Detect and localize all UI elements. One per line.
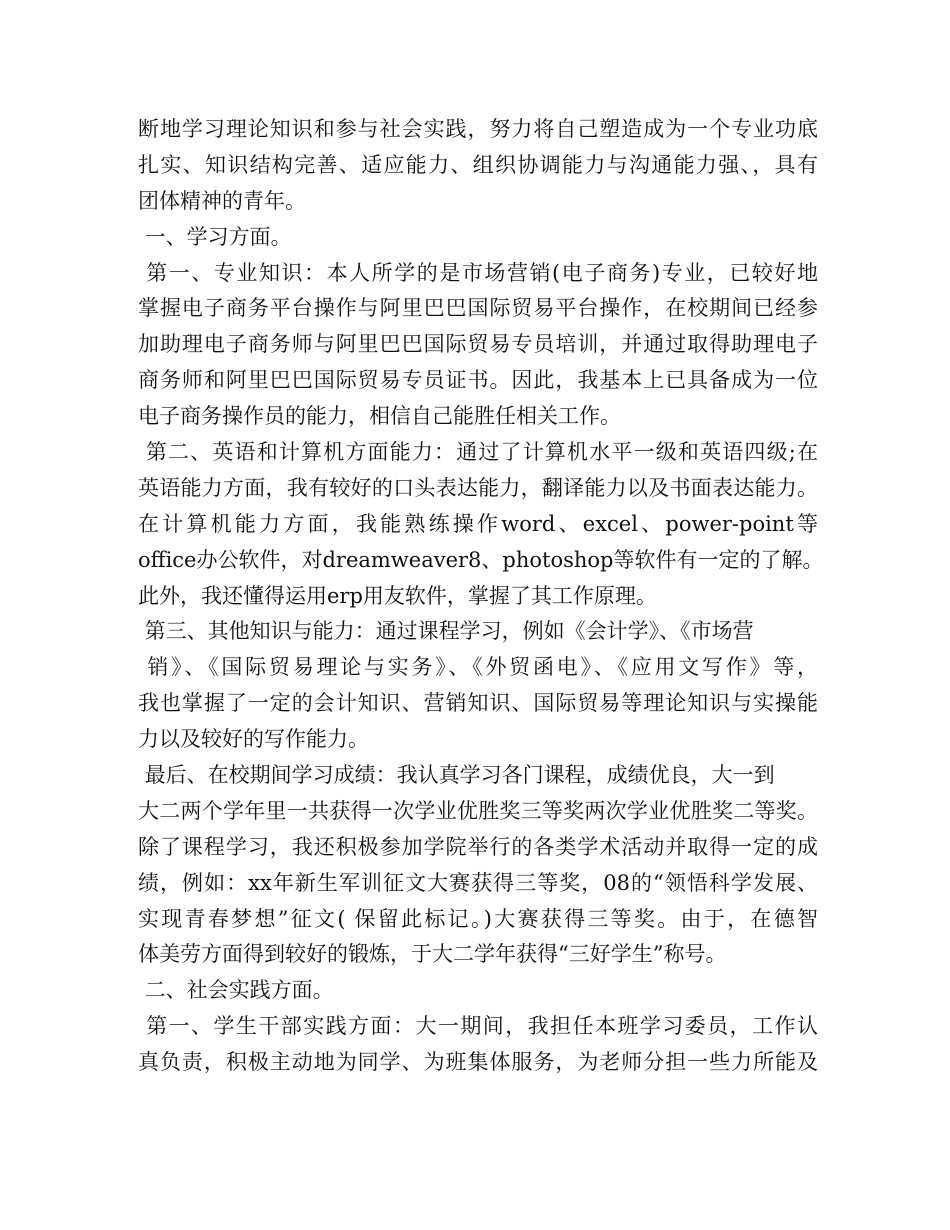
text-line: 销》、《国际贸易理论与实务》、《外贸函电》、《应用文写作》等， — [138, 655, 818, 680]
text-line: 商务师和阿里巴巴国际贸易专员证书。因此，我基本上已具备成为一位 — [138, 368, 818, 393]
text-line: 一、学习方面。 — [138, 224, 292, 249]
text-line: 大二两个学年里一共获得一次学业优胜奖三等奖两次学业优胜奖二等奖。 — [138, 798, 818, 823]
text-line: 我也掌握了一定的会计知识、营销知识、国际贸易等理论知识与实操能 — [138, 691, 818, 716]
document-body — [138, 112, 824, 1081]
text-line: 真负责，积极主动地为同学、为班集体服务，为老师分担一些力所能及 — [138, 1050, 818, 1075]
text-line: 电子商务操作员的能力，相信自己能胜任相关工作。 — [138, 404, 621, 429]
text-line: 力以及较好的写作能力。 — [138, 727, 369, 752]
text-line: 在计算机能力方面，我能熟练操作word、excel、power-point等 — [138, 511, 818, 536]
text-line: 实现青春梦想”征文( 保留此标记。)大赛获得三等奖。由于，在德智 — [138, 906, 818, 931]
text-line: 英语能力方面，我有较好的口头表达能力，翻译能力以及书面表达能力。 — [138, 475, 818, 500]
text-line: 除了课程学习，我还积极参加学院举行的各类学术活动并取得一定的成 — [138, 834, 818, 859]
text-line: 最后、在校期间学习成绩：我认真学习各门课程，成绩优良，大一到 — [138, 763, 775, 788]
text-line: 团体精神的青年。 — [138, 188, 306, 213]
text-line: 二、社会实践方面。 — [138, 978, 334, 1003]
text-line: 第一、专业知识：本人所学的是市场营销(电子商务)专业，已较好地 — [138, 260, 818, 285]
text-line: 体美劳方面得到较好的锻炼，于大二学年获得“三好学生”称号。 — [138, 942, 727, 967]
text-line: 第三、其他知识与能力：通过课程学习，例如《会计学》、《市场营 — [138, 619, 754, 644]
text-line: 第一、学生干部实践方面：大一期间，我担任本班学习委员，工作认 — [138, 1014, 818, 1039]
text-line: office办公软件，对dreamweaver8、photoshop等软件有一定的了解。 — [138, 547, 824, 572]
text-line: 绩，例如：xx年新生军训征文大赛获得三等奖，08的“领悟科学发展、 — [138, 870, 818, 895]
text-line: 掌握电子商务平台操作与阿里巴巴国际贸易平台操作，在校期间已经参 — [138, 296, 818, 321]
text-line: 扎实、知识结构完善、适应能力、组织协调能力与沟通能力强、，具有 — [138, 152, 818, 177]
text-line: 断地学习理论知识和参与社会实践，努力将自己塑造成为一个专业功底 — [138, 117, 818, 141]
text-line: 此外，我还懂得运用erp用友软件，掌握了其工作原理。 — [138, 583, 657, 608]
text-line: 加助理电子商务师与阿里巴巴国际贸易专员培训，并通过取得助理电子 — [138, 332, 818, 357]
text-line: 第二、英语和计算机方面能力：通过了计算机水平一级和英语四级;在 — [138, 440, 818, 465]
